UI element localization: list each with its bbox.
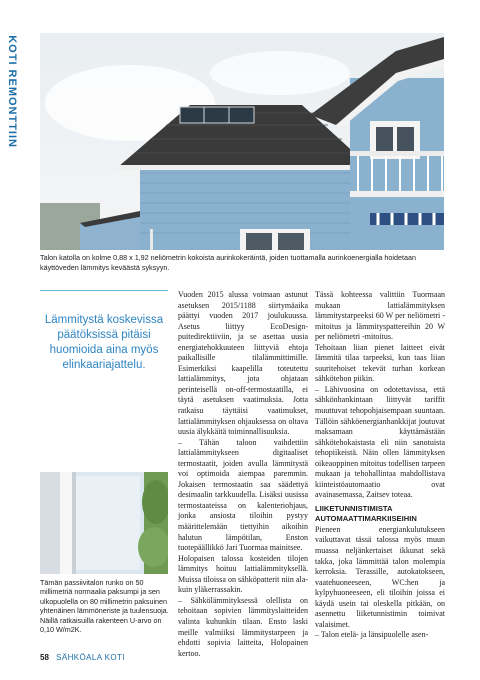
column1-paragraph: Vuoden 2015 alussa voimaan astunut asetuksen 2015/1188 siirtymäaika päättyi vuoden 2017 joulukuussa. Asetus liittyy EcoDesign-puitedirektiiviin, ja se asettaa uusia energiatehokkuuteen liittyviä ehtoja paikallisille tilalämmittimille. Esimerkiksi kaapelilla toteutettu lattialämmitys, jota ohjataan perinteisellä on-off-termostaatilla, ei täytä asetuksen vaatimuksia. Jotta ratkaisu täyttäisi vaatimukset, lattialämmityksen ohjauksessa on oltava uusia älykkäitä toiminnallisuuksia. (178, 290, 308, 437)
article-column-1 (178, 290, 308, 659)
wall-section-photo (40, 472, 168, 574)
column2-paragraph: – Talon etelä- ja länsipuolelle asen- (315, 630, 429, 640)
page-footer (40, 653, 125, 662)
pull-quote-text: Lämmitystä koskevissa päätöksissä pitäisi huomioida aina myös elinkaariajattelu. (44, 314, 164, 371)
magazine-name: SÄHKÖALA KOTI (56, 653, 125, 662)
column1-paragraph: Holopaisen talossa kosteiden tilojen lämmitys hoituu lattialämmityksellä. Muissa tiloissa on sähköpatterit niin ala- kuin yläkerrassakin. (178, 553, 308, 595)
house-illustration (40, 33, 444, 250)
column2-paragraph: Tässä kohteessa valittiin Tuormaan mukaan lattialämmityksen lämmitystarpeeksi 60 W per neliömetri -mitoitus ja lämmityspattereihin 20 W per neliömetri -mitoitus. (315, 290, 445, 342)
column1-paragraph: – Sähkölämmityksessä olellista on tehoitaan sopivien lämmityslaitteiden valinta kuhunkin tilaan. Ensto laski meille valmiiksi lämmitystarpeen ja ehdotti sopivia laitteita, Holopainen kertoo. (178, 595, 308, 658)
section-tab (4, 8, 20, 148)
section-heading: LIIKETUNNISTIMISTA AUTOMAATTIMARKIISEIHIN (315, 503, 417, 523)
column2-paragraph: – Lähivuosina on odotettavissa, että sähkönhankintaan liittyvät tariffit muuttuvat tehopohjaisempaan suuntaan. Tällöin sähköenergianhankkijat joutuvat maksamaan käyttämästään sähkötehokaistasta eli niin sanotuista tehopiikeistä. Näin ollen lämmityksen oikeaoppinen mitoitus todellisen tarpeen mukaan ja tehohallintaa mahdollistava kiinteistöautomaatio ovat avainasemassa, Zaitsev toteaa. (315, 384, 445, 500)
page-number: 58 (40, 653, 49, 662)
window-illustration (40, 472, 168, 574)
section-tab-label: KOTI REMONTTIIN (6, 35, 18, 148)
article-column-2 (315, 290, 445, 641)
column1-paragraph: – Tähän taloon vaihdettiin lattialämmitykseen digitaaliset termostaatit, joiden avulla lämmitystä voi optimoida aiempaa paremmin. Jokaisen termostaatin saa säädettyä desimaalin tarkkuudella. Lisäksi uusissa termostaateissa on kalenteriohjaus, jonka ansiosta tiloihin pystyy määrittelemään tiettyihin aikoihin halutun lämpötilan, Enston tuotepäällikkö Jari Tuormaa mainitsee. (178, 437, 308, 553)
main-photo-caption: Talon katolla on kolme 0,88 x 1,92 neliömetrin kokoista aurinkokeräintä, joiden tuottamalla aurinkoenergialla hoidetaan käyttöveden lämmitys keväästä syksyyn. (40, 253, 416, 272)
column2-paragraph: Pieneen energiankulutukseen vaikuttavat tässä talossa myös muun muassa neljänkertaiset ikkunat sekä takka, joka lämmittää talon molempia kerroksia. Terassille, autokatokseen, vaatehuoneeseen, WC:hen ja kylpyhuoneeseen, eli tiloihin joissa ei käydä usein tai oleskella pitkään, on asennettu liiketunnistimin toimivat valaisimet. (315, 524, 445, 629)
column2-paragraph: Tehoitaan liian pienet laitteet eivät lämmitä tilaa tarpeeksi, kun taas liian suuritehoiset tekevät turhan korkean sähkötehon piikin. (315, 342, 445, 384)
side-photo-caption: Tämän passiivitalon runko on 50 millimetriä normaalia paksumpi ja sen ulkopuolella on 80 millimetrin paksuinen yhtenäinen lämmöneriste ja tuulensuoja. Näillä ratkaisuilla rakenteen U-arvo on 0,10 W/m2K. (40, 578, 169, 635)
pull-quote (40, 290, 168, 441)
house-photo (40, 33, 444, 250)
